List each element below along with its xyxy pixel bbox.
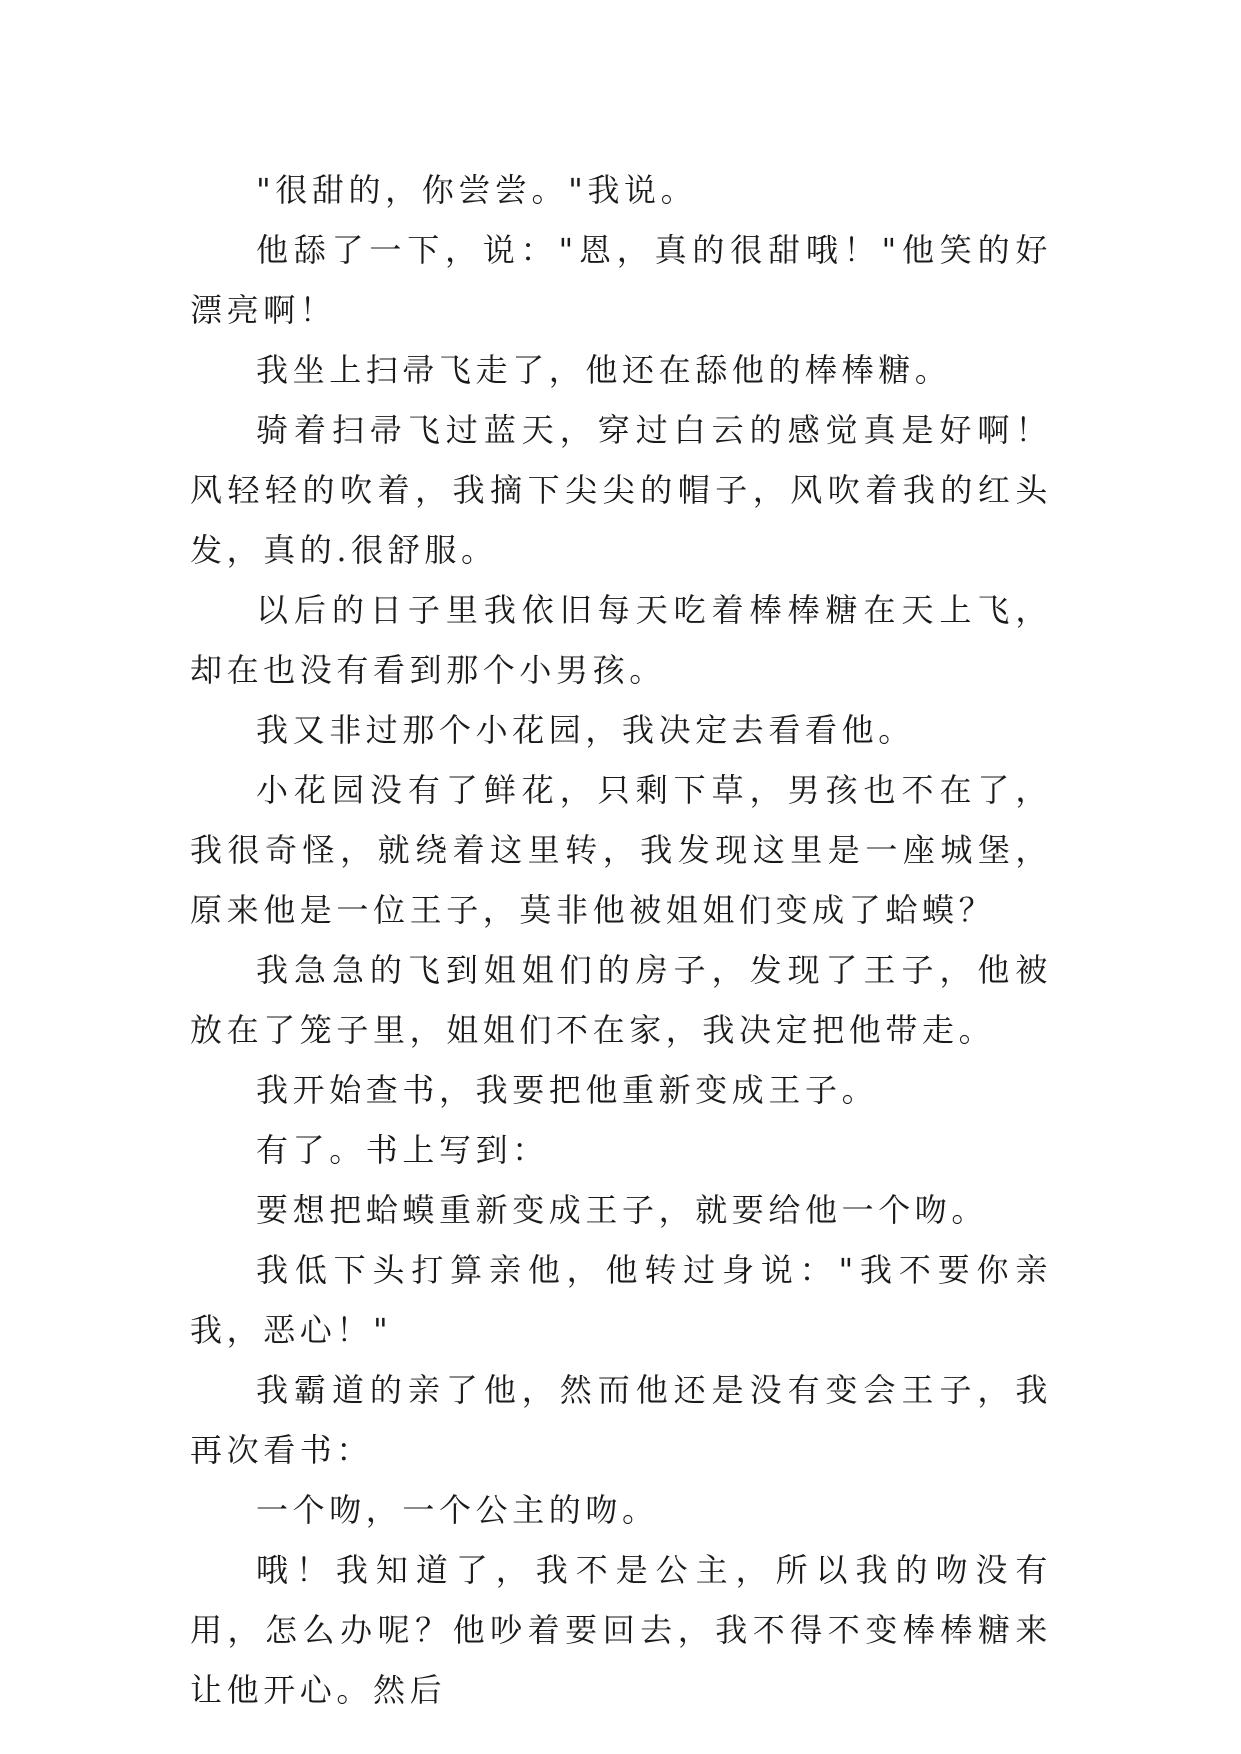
paragraph: 有了。书上写到： [256, 1131, 549, 1169]
paragraph: 我急急的飞到姐姐们的房子，发现了王子，他被放在了笼子里，姐姐们不在家，我决定把他带走。 [190, 951, 1052, 1049]
paragraph: "很甜的，你尝尝。"我说。 [256, 171, 698, 209]
paragraph: 他舔了一下，说："恩，真的很甜哦！"他笑的好漂亮啊！ [190, 231, 1052, 329]
paragraph: 哦！我知道了，我不是公主，所以我的吻没有用，怎么办呢？他吵着要回去，我不得不变棒棒糖来让他开心。然后 [190, 1551, 1052, 1709]
paragraph: 我坐上扫帚飞走了，他还在舔他的棒棒糖。 [256, 351, 952, 389]
paragraph: 骑着扫帚飞过蓝天，穿过白云的感觉真是好啊！风轻轻的吹着，我摘下尖尖的帽子，风吹着我的红头发，真的.很舒服。 [190, 411, 1052, 569]
paragraph: 以后的日子里我依旧每天吃着棒棒糖在天上飞，却在也没有看到那个小男孩。 [190, 591, 1052, 689]
paragraph: 一个吻，一个公主的吻。 [256, 1491, 659, 1529]
paragraph: 我又非过那个小花园，我决定去看看他。 [256, 711, 915, 749]
story-text [190, 160, 1052, 1720]
paragraph: 我霸道的亲了他，然而他还是没有变会王子，我再次看书： [190, 1371, 1052, 1469]
paragraph: 小花园没有了鲜花，只剩下草，男孩也不在了，我很奇怪，就绕着这里转，我发现这里是一座城堡，原来他是一位王子，莫非他被姐姐们变成了蛤蟆？ [190, 771, 1052, 929]
paragraph: 我低下头打算亲他，他转过身说："我不要你亲我，恶心！" [190, 1251, 1052, 1349]
paragraph: 要想把蛤蟆重新变成王子，就要给他一个吻。 [256, 1191, 989, 1229]
paragraph: 我开始查书，我要把他重新变成王子。 [256, 1071, 879, 1109]
